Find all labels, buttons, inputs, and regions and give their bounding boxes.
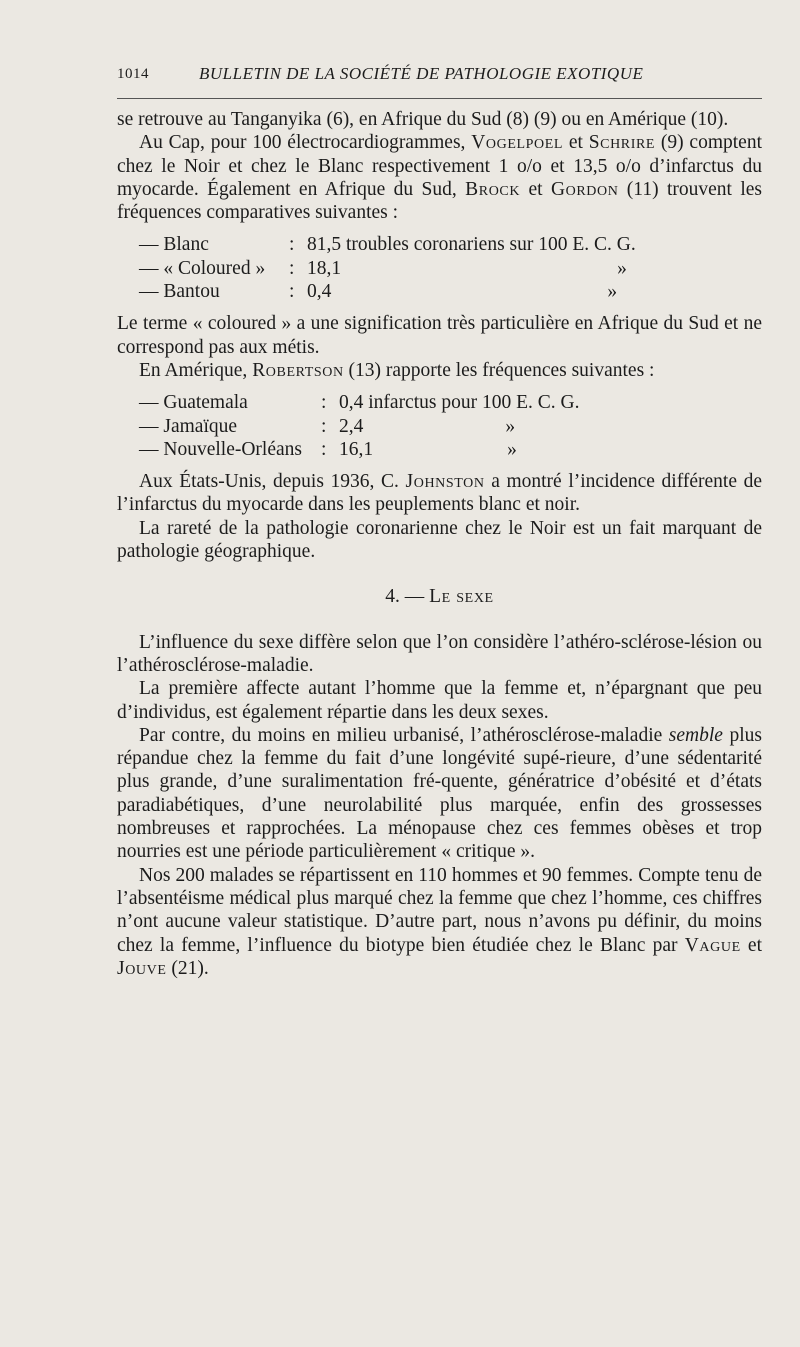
row-label: — Nouvelle-Orléans bbox=[139, 438, 302, 460]
row-sep: : bbox=[289, 257, 295, 279]
row-value: 16,1 bbox=[339, 438, 374, 460]
article-body bbox=[117, 108, 762, 980]
ditto-mark: » bbox=[617, 257, 627, 279]
row-sep: : bbox=[321, 438, 327, 460]
row-sep: : bbox=[321, 415, 327, 437]
row-value: 0,4 bbox=[307, 281, 332, 303]
row-sep: : bbox=[289, 234, 295, 256]
row-value: 18,1 bbox=[307, 257, 342, 279]
paragraph: Le terme « coloured » a une signification très particulière en Afrique du Sud et ne correspond pas aux métis. bbox=[117, 313, 762, 358]
table-row bbox=[117, 391, 762, 414]
frequency-table-south-africa bbox=[117, 233, 762, 303]
author-name: Schrire bbox=[588, 132, 656, 154]
paragraph: La rareté de la pathologie coronarienne chez le Noir est un fait marquant de pathologie géographique. bbox=[117, 517, 762, 563]
table-row bbox=[117, 257, 762, 280]
author-name: Vague bbox=[684, 934, 741, 956]
emphasis: semble bbox=[668, 724, 723, 746]
author-name: Robertson bbox=[252, 359, 344, 381]
row-label: — Blanc bbox=[139, 234, 209, 256]
author-name: Gordon bbox=[550, 178, 619, 200]
row-value: 0,4 infarctus pour 100 E. C. G. bbox=[339, 392, 580, 414]
author-name: Vogelpoel bbox=[471, 132, 564, 154]
paragraph: Au Cap, pour 100 électrocardiogrammes, Vogelpoel et Schrire (9) comptent chez le Noir et chez le Blanc respectivement 1 o/o et 13,5 o/o d’infarctus du myocarde. Également en Afrique du Sud, Brock et Gordon (11) trouvent les fréquences comparatives suivantes : bbox=[117, 132, 762, 224]
paragraph: En Amérique, Robertson (13) rapporte les fréquences suivantes : bbox=[139, 359, 655, 381]
journal-title: BULLETIN DE LA SOCIÉTÉ DE PATHOLOGIE EXOTIQUE bbox=[199, 64, 644, 83]
row-value: 2,4 bbox=[339, 415, 364, 437]
page-number: 1014 bbox=[117, 66, 149, 82]
ditto-mark: » bbox=[507, 438, 517, 460]
table-row bbox=[117, 233, 762, 256]
author-name: Jouve bbox=[117, 957, 167, 979]
ditto-mark: » bbox=[607, 281, 618, 303]
author-name: Brock bbox=[465, 178, 521, 200]
paragraph: Par contre, du moins en milieu urbanisé, l’athérosclérose-maladie semble plus répandue chez la femme du fait d’une longévité supé-rieure, d’une sédentarité plus grande, d’une suralimentation fré-quente, génératrice d’obésité et d’états paradiabétiques, d’une neurolabilité plus marquée, enfin des grossesses nombreuses et rapprochées. La ménopause chez ces femmes obèses et trop nourries est une période particulièrement « critique ». bbox=[117, 724, 762, 863]
row-value: 81,5 troubles coronariens sur 100 E. C. G. bbox=[307, 234, 636, 256]
table-row bbox=[117, 280, 762, 303]
section-title: Le sexe bbox=[429, 586, 494, 608]
frequency-table-america bbox=[117, 391, 762, 461]
paragraph: La première affecte autant l’homme que la femme et, n’épargnant que peu d’individus, est également répartie dans les deux sexes. bbox=[117, 678, 762, 723]
row-sep: : bbox=[321, 392, 327, 414]
table-row bbox=[117, 438, 762, 461]
row-label: — Guatemala bbox=[139, 392, 248, 414]
section-heading: 4. — Le sexe bbox=[385, 586, 494, 608]
paragraph: se retrouve au Tanganyika (6), en Afrique du Sud (8) (9) ou en Amérique (10). bbox=[117, 109, 729, 130]
paragraph: L’influence du sexe diffère selon que l’on considère l’athéro-sclérose-lésion ou l’athérosclérose-maladie. bbox=[117, 631, 762, 676]
paragraph: Nos 200 malades se répartissent en 110 hommes et 90 femmes. Compte tenu de l’absentéisme médical plus marqué chez la femme que chez l’homme, ces chiffres n’ont aucune valeur statistique. D’autre part, nous n’avons pu définir, du moins chez la femme, l’influence du biotype bien étudiée chez le Blanc par Vague et Jouve (21). bbox=[117, 864, 762, 979]
paragraph: Aux États-Unis, depuis 1936, C. Johnston a montré l’incidence différente de l’infarctus du myocarde dans les peuplements blanc et noir. bbox=[117, 471, 763, 516]
ditto-mark: » bbox=[505, 415, 516, 437]
author-name: Johnston bbox=[405, 471, 485, 493]
row-label: — Jamaïque bbox=[139, 415, 238, 437]
row-label: — « Coloured » bbox=[139, 257, 266, 279]
row-sep: : bbox=[289, 281, 295, 303]
header-rule bbox=[117, 98, 762, 99]
table-row bbox=[117, 415, 762, 438]
row-label: — Bantou bbox=[139, 281, 220, 303]
